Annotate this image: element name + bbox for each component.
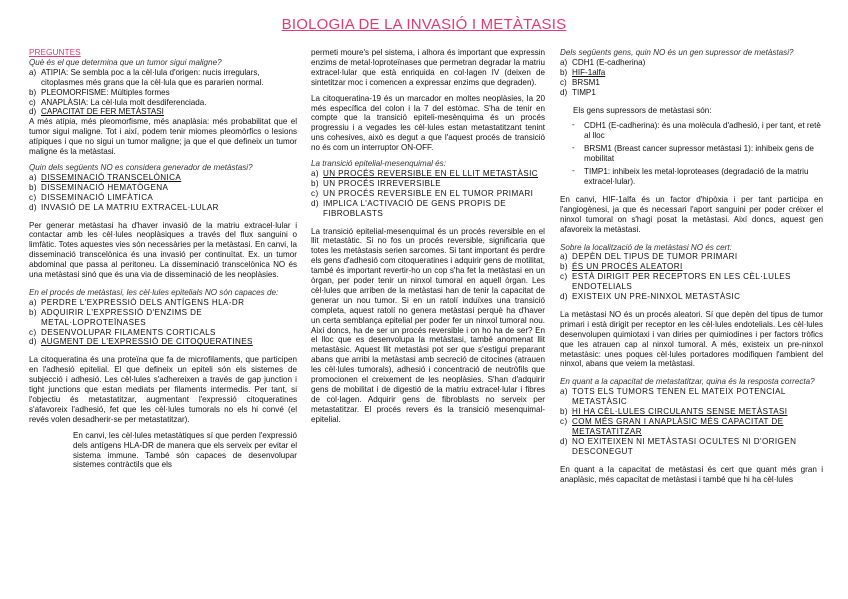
question-5: Dels següents gens, quin NO és un gen supressor de metàstasi?	[560, 48, 794, 57]
answer-explanation-4: La transició epitelial-mesenquimal és un procés reversible en el llit metastàtic. Si no fos un procés reversible, significaria que totes les metàstasis serien sarcomes. Si tant important és perdre els gens d'adhesió com citoqueratines i adquirir gens de motilitat, també és important revertir-ho un cop s'ha fet la metàstasi en un òrgan, per poder tenir un ninxol tumoral en aquell òrgan. Les cèl·lules que arriben de la metàstasi han de tenir la capacitat de generar un nou tumor. Si en un ratolí induïxes una transició completa, aquest ratolí no genera metàstasi perquè ha d'haver un certa semblança epitelial per poder fer un ninxol tumoral nou. Així doncs, ha de ser un procés reversible i on ho ha de ser? En el lloc que es desenvolupa la metàstasi, també anomenat llit metastàsic. Aquest llit metastàsi pot ser que s'estigui preparant abans que arribi la metàstasi amb secreció de citocines (atrauen les cèl·lules tumorals), adhesió i concentració de neutròfils que promocionen el creixement de les neoplàsies. S'han d'adquirir gens de mobilitat i de digestió de la matriu extracel·lular i fibres de col·lagen. Adquirir gens de fibroblasts no serveix per metastatitzar. El procés revers és la transició mesenquimal-epitelial.	[311, 226, 545, 424]
option-c: c) UN PROCÉS REVERSIBLE EN EL TUMOR PRIMARI	[311, 188, 534, 198]
option-c: c) DESENVOLUPAR FILAMENTS CORTICALS	[29, 327, 216, 337]
option-c-correct: c) COM MÉS GRAN I ANAPLÀSIC MÉS CAPACITAT DE METASTATITZAR	[560, 417, 784, 436]
option-a: a) ATIPIA: Se sembla poc a la cèl·lula d'origen: nucis irregulars, citoplasmes més grans que la cèl·lula que es pararien normal.	[29, 67, 264, 87]
list-item: - TIMP1: inhibeix les metal·loproteases (degradació de la matriu extracel·lular).	[572, 166, 809, 186]
option-b-correct: b) ÉS UN PROCÉS ALEATORI	[560, 262, 683, 272]
option-b: b) DISSEMINACIÓ HEMATÒGENA	[29, 182, 169, 192]
option-d-correct: d) CAPACITAT DE FER METÀSTASI	[29, 107, 164, 117]
option-c: c) DISSEMINACIÓ LIMFÀTICA	[29, 192, 154, 202]
option-c: c) BRSM1	[560, 77, 600, 87]
question-3: En el procés de metàstasi, les cèl·lules epitelials NO són capaces de:	[29, 287, 279, 297]
option-b: b) UN PROCÉS IRREVERSIBLE	[311, 178, 442, 188]
section-heading: PREGUNTES	[29, 47, 81, 57]
question-1-options	[29, 68, 297, 118]
option-a: a) CDH1 (E-cadherina)	[560, 57, 646, 67]
option-a: a) PERDRE L'EXPRESSIÓ DELS ANTÍGENS HLA-DR	[29, 297, 245, 307]
option-a-correct: a) UN PROCÉS REVERSIBLE EN EL LLIT METASTÀSIC	[311, 168, 539, 178]
question-1: Què és el que determina que un tumor sigui maligne?	[29, 57, 222, 67]
question-2-options	[29, 173, 297, 213]
answer-explanation-6: La metàstasi NO és un procés aleatori. Sí que depèn del tipus de tumor primari i està dirigit per receptor en les cèl·lules endotelials. Les cèl·lules desenvolupen quimiotaxi i van diries per quimiodines i per factors tròfics que les atrauen cap al ninxol tumoral. A més, existeix un pre-ninxol metastàsic: unes poques cèl·lules portadores modifiquen l'ambient del ninxol, abans que veiem la metàstasi.	[560, 309, 823, 369]
column-1	[29, 48, 297, 476]
column-3	[560, 48, 823, 490]
option-d: d) NO EXITEIXEN NI METÀSTASI OCULTES NI D'ORIGEN DESCONEGUT	[560, 436, 797, 456]
supressor-genes-list	[560, 121, 823, 186]
option-d: d) EXISTEIX UN PRE-NINXOL METASTÀSIC	[560, 292, 741, 302]
question-6: Sobre la localització de la metàstasi NO és cert:	[560, 242, 732, 252]
option-c: c) ANAPLÀSIA: La cèl·lula molt desdiferenciada.	[29, 97, 207, 107]
answer-explanation-7: En quant a la capacitat de metàstasi és cert que quant més gran i anaplàsic, més capacitat de metàstasi i també que hi ha cèl·lules	[560, 464, 823, 484]
option-d: d) INVASIÓ DE LA MATRIU EXTRACEL·LULAR	[29, 202, 219, 212]
answer-explanation-5: En canvi, HIF-1alfa és un factor d'hipòxia i per tant participa en l'angiogènesi, ja que és necessari l'aport sanguini per poder créixer el ninxol tumoral on s'hagi posat la metàstasi. Així doncs, aquest gen afavoreix la metàstasi.	[560, 194, 823, 234]
option-b: b) ADQUIRIR L'EXPRESSIÓ D'ENZIMS DE METAL·LOPROTEÏNASES	[29, 307, 203, 327]
option-c: c) ESTÀ DIRIGIT PER RECEPTORS EN LES CÈL·LULES ENDOTELIALS	[560, 272, 791, 292]
question-5-options	[560, 58, 823, 98]
option-a: a) DEPÈN DEL TIPUS DE TUMOR PRIMARI	[560, 252, 738, 262]
option-a: a) TOTS ELS TUMORS TENEN EL MATEIX POTENCIAL METASTÀSIC	[560, 387, 786, 407]
question-4: La transició epitelial-mesenquimal és:	[311, 159, 446, 169]
option-d-correct: d) AUGMENT DE L'EXPRESSIÓ DE CITOQUERATINES	[29, 337, 253, 347]
question-7: En quant a la capacitat de metastatitzar, quina és la resposta correcta?	[560, 377, 815, 387]
answer-explanation-1: A més atípia, més pleomorfisme, més anaplàsia: més probabilitat que el tumor sigui maligne. Tot i així, podem tenir miomes pleomòrfics o lesions atípiques i que no sigui un tumor maligne; ja que el que defineix un tumor maligne és la metàstasi.	[29, 117, 297, 157]
option-d: d) TIMP1	[560, 87, 596, 97]
answer-explanation-3b: En canvi, les cèl·lules metastàtiques sí que perden l'expressió dels antígens HLA-DR de manera que els serveix per evitar el sistema immune. També són capaces de desenvolupar sistemes contràctils que els	[73, 430, 297, 470]
option-b-correct: b) HIF-1alfa	[560, 67, 606, 77]
question-3-options	[29, 298, 297, 348]
option-b: b) PLEOMORFISME: Múltiples formes	[29, 87, 170, 97]
supressor-genes-intro: Els gens supressors de metàstasi són:	[573, 105, 712, 115]
answer-explanation-3: La citoqueratina és una proteïna que fa de microfilaments, que participen en l'adhesió epitelial. El que defineix un epiteli són els sistemes de subjecció i adhesió. Les cèl·lules s'adhereixen a través de gap junction i tight junctions que estan mediats per filaments intermedis. Per tant, si l'objectiu és metastatitzar, augmentant l'expressió citoqueratines s'afavoreix l'adhesió, fet que les cèl·lules tumorals no els hi convé (el revés volen desadherir-se per metastatitzar).	[29, 355, 297, 424]
option-a-correct: a) DISSEMINACIÓ TRANSCELÒNICA	[29, 172, 182, 182]
list-item: - CDH1 (E-cadherina): és una molècula d'adhesió, i per tant, et retè al lloc	[572, 120, 821, 141]
column-2	[311, 48, 545, 431]
option-b-correct: b) HI HA CÈL·LULES CIRCULANTS SENSE METÀSTASI	[560, 407, 788, 417]
paragraph-citoqueratina-19: La citoqueratina-19 és un marcador en moltes neoplàsies, la 20 més específica del colon i la 7 del estòmac. S'ha de tenir en compte que la transició epiteli-mesènquima és un procés progressiu i a vegades les cèl·lules estan metastatitzant tenint uns cohesives, això es degut a que l'aquest procés de transició no és com un interruptor ON-OFF.	[311, 93, 545, 153]
question-4-options	[311, 169, 545, 219]
question-6-options	[560, 252, 823, 302]
paragraph-continued: permeti moure's pel sistema, i alhora és important que expressin enzims de metal·loproteïnases que permetran degradar la matriu extracel·lular que està enriquida en col·lagen IV (deixen de sintetitzar moc i comencen a expressar enzims que degraden).	[311, 48, 545, 87]
option-d: d) IMPLICA L'ACTIVACIÓ DE GENS PROPIS DE FIBROBLASTS	[311, 198, 507, 218]
list-item: - BRSM1 (Breast cancer supressor metàstasi 1): inhibeix gens de mobilitat	[572, 143, 814, 164]
page-title: BIOLOGIA DE LA INVASIÓ I METÀTASIS	[281, 16, 567, 33]
question-7-options	[560, 387, 823, 456]
question-2: Quin dels següents NO es considera generador de metàstasi?	[29, 162, 253, 172]
answer-explanation-2: Per generar metàstasi ha d'haver invasió de la matriu extracel·lular i contactar amb les cèl·lules neoplàsiques a través del flux sanguini o limfàtic. Totes aquestes vies són necessàries per la metàstasi. En canvi, la disseminació transcelònica és una invasió per continuïtat. Ex. un tumor abdominal que passa al peritoneu. La disseminació transcelònica NO és una metàstasi sinó que és una via de disseminació de les neoplàsies.	[29, 220, 297, 280]
